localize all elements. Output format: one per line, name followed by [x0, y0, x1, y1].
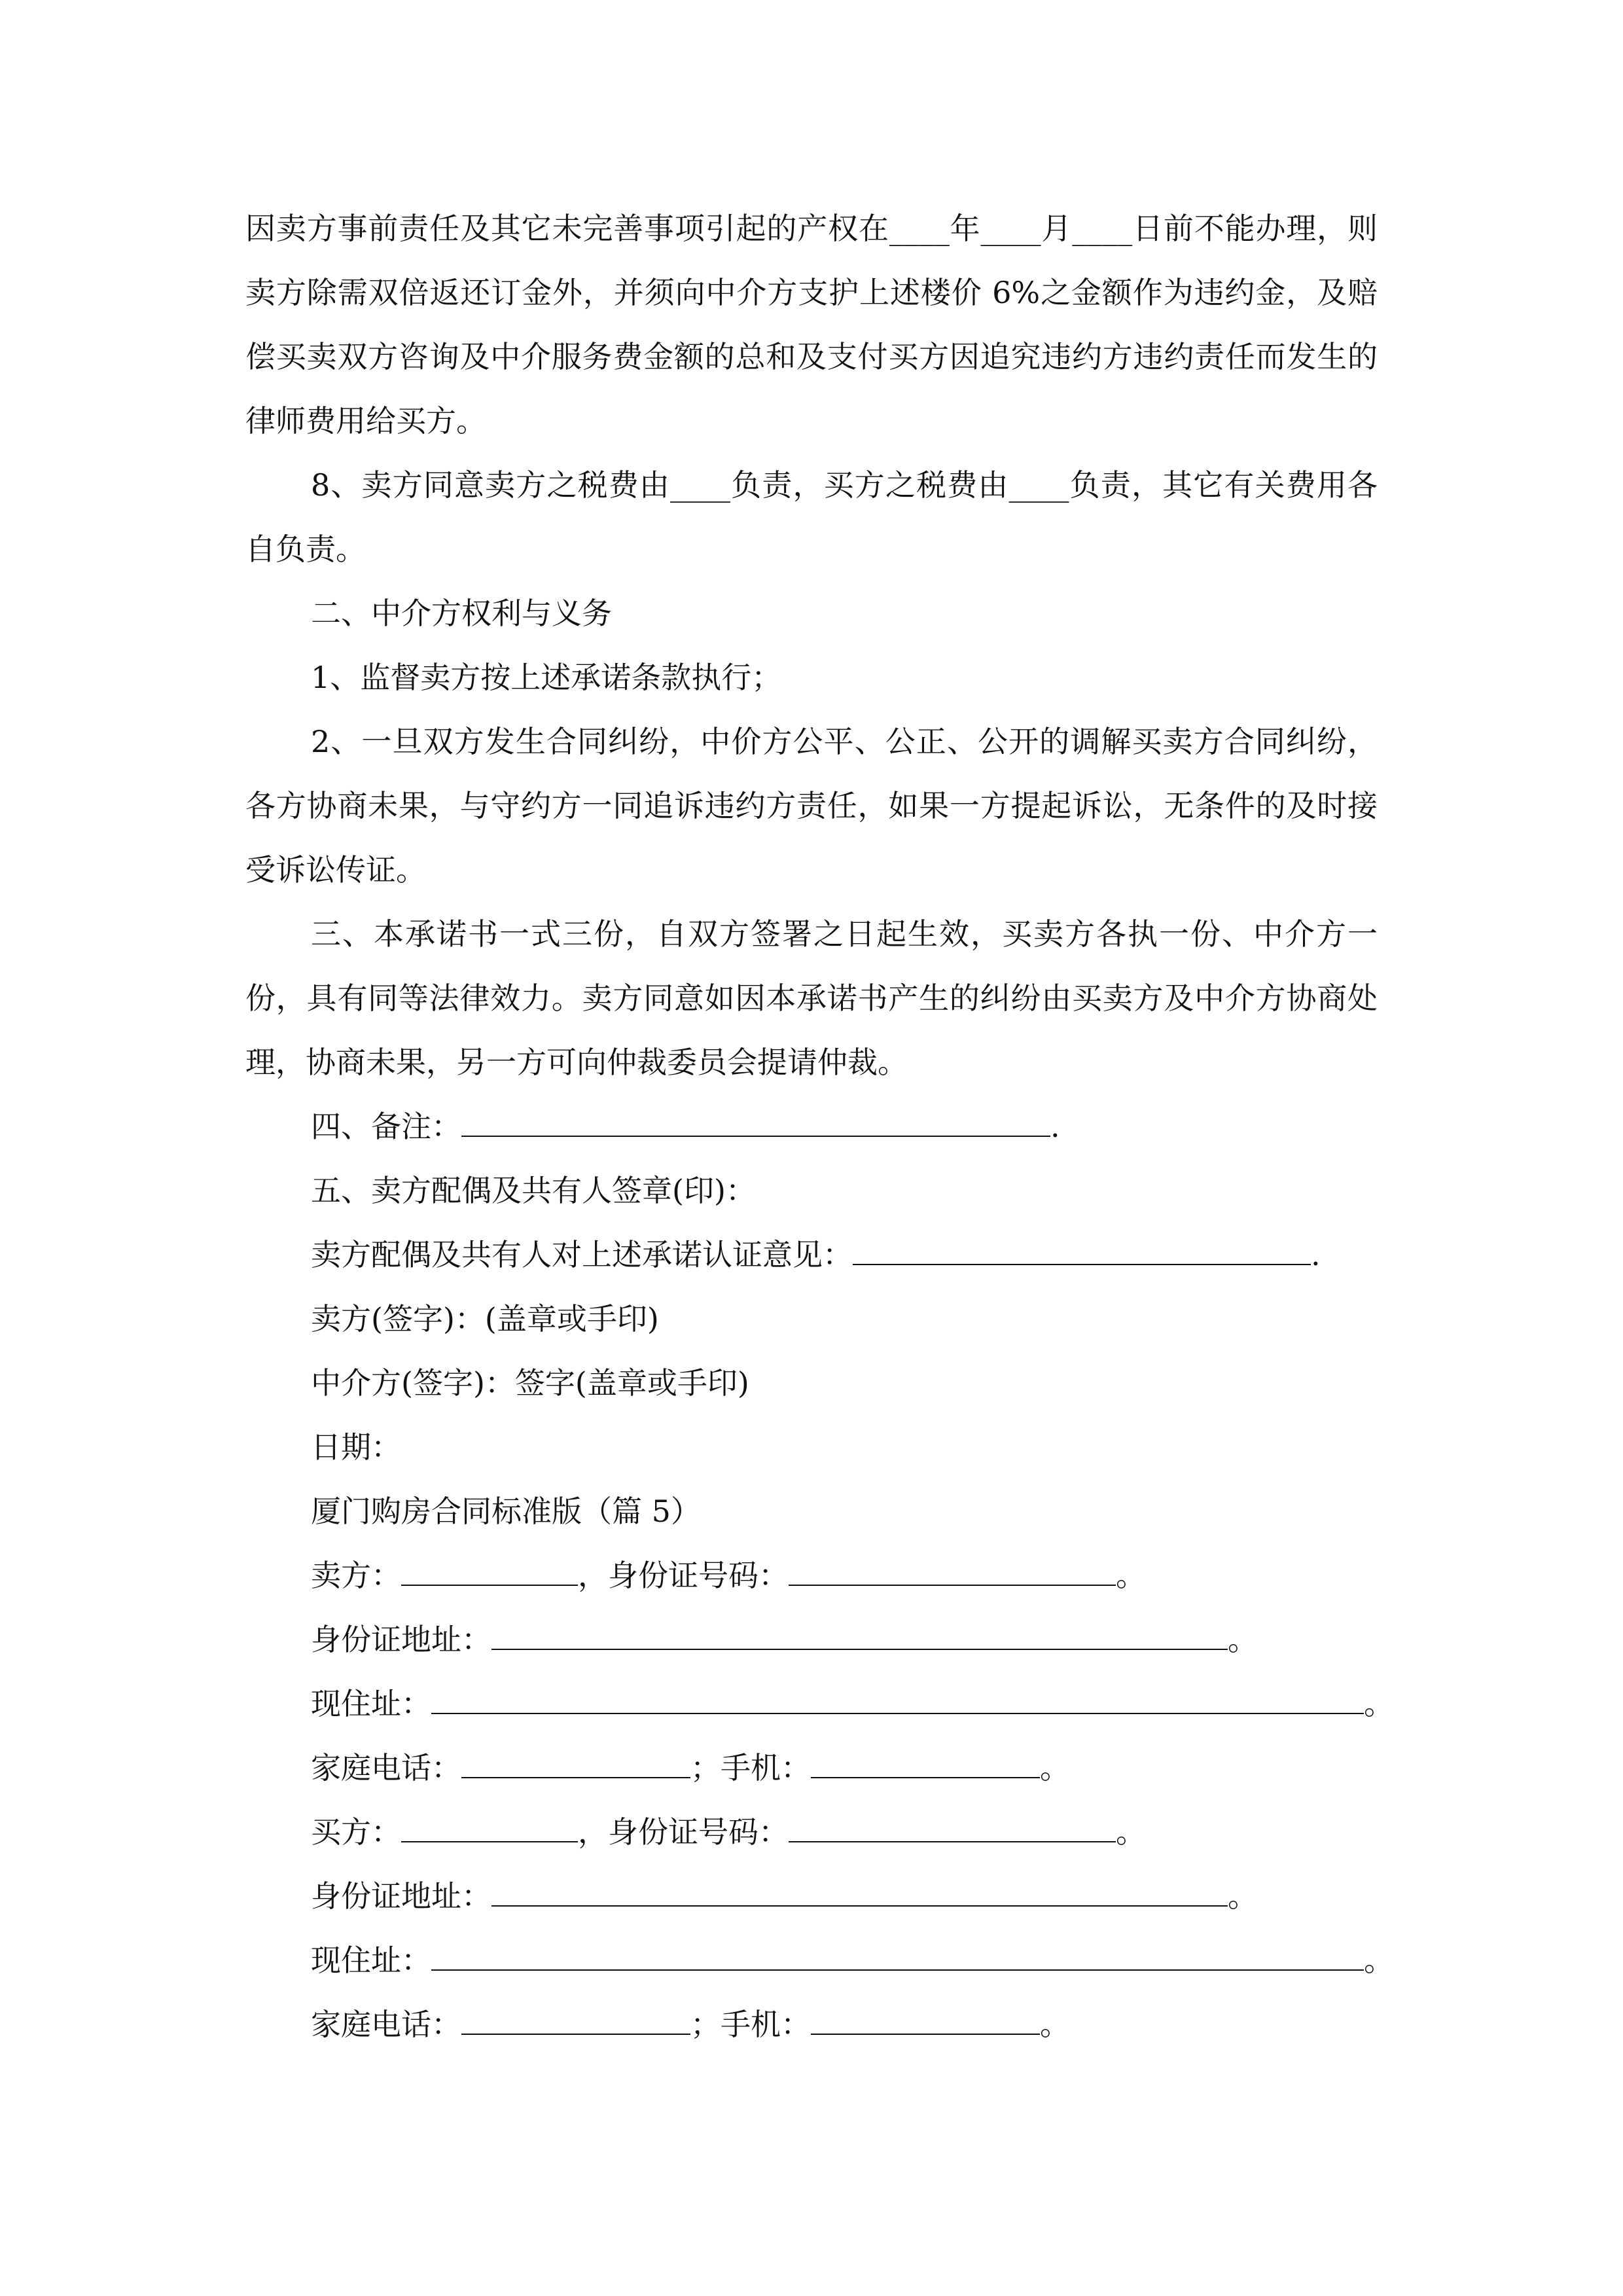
spouse-opinion-line — [245, 1223, 1378, 1287]
buyer-name-blank[interactable] — [401, 1812, 578, 1842]
buyer-current-address-line — [245, 1928, 1394, 1992]
seller-id-number-label: ，身份证号码： — [578, 1558, 789, 1593]
remarks-end-dot: . — [1050, 1109, 1060, 1144]
buyer-id-number-blank[interactable] — [789, 1812, 1116, 1842]
seller-phone-end: 。 — [1040, 1750, 1070, 1785]
seller-name-blank[interactable] — [401, 1556, 578, 1586]
seller-label: 卖方： — [311, 1558, 401, 1593]
buyer-phone-line — [245, 1992, 1378, 2056]
spouse-opinion-end-dot: . — [1311, 1237, 1321, 1272]
seller-home-phone-blank[interactable] — [461, 1748, 690, 1778]
buyer-home-phone-label: 家庭电话： — [311, 2007, 461, 2042]
spouse-opinion-blank[interactable] — [853, 1235, 1311, 1265]
seller-id-address-line — [245, 1607, 1378, 1672]
document-body — [245, 196, 1394, 2056]
paragraph-tax-fees: 8、卖方同意卖方之税费由____负责，买方之税费由____负责，其它有关费用各自负责。 — [245, 467, 1378, 567]
seller-current-address-label: 现住址： — [311, 1686, 431, 1721]
section-copies-validity: 三、本承诺书一式三份，自双方签署之日起生效，买卖方各执一份、中介方一份，具有同等法律效力。卖方同意如因本承诺书产生的纠纷由买卖方及中介方协商处理，协商未果，另一方可向仲裁委员会提请仲裁。 — [245, 916, 1378, 1080]
remarks-label: 四、备注： — [311, 1109, 461, 1144]
agent-signature-line: 中介方(签字)：签字(盖章或手印) — [311, 1365, 749, 1401]
buyer-id-address-label: 身份证地址： — [311, 1878, 491, 1914]
buyer-current-address-end: 。 — [1364, 1943, 1394, 1978]
buyer-id-address-end: 。 — [1228, 1878, 1258, 1914]
section-heading-agent-rights: 二、中介方权利与义务 — [311, 596, 612, 631]
seller-id-address-end: 。 — [1228, 1622, 1258, 1657]
seller-phone-line — [245, 1736, 1378, 1800]
seller-mobile-blank[interactable] — [811, 1748, 1040, 1778]
seller-current-address-line — [245, 1672, 1394, 1736]
seller-current-address-blank[interactable] — [431, 1684, 1364, 1714]
buyer-name-id-line — [245, 1800, 1378, 1864]
seller-home-phone-label: 家庭电话： — [311, 1750, 461, 1785]
buyer-home-phone-blank[interactable] — [461, 2005, 690, 2035]
seller-name-id-line — [245, 1543, 1378, 1607]
seller-current-address-end: 。 — [1364, 1686, 1394, 1721]
spouse-opinion-label: 卖方配偶及共有人对上述承诺认证意见： — [311, 1237, 853, 1272]
remarks-line — [245, 1094, 1378, 1158]
buyer-current-address-blank[interactable] — [431, 1941, 1364, 1971]
date-line: 日期： — [311, 1429, 401, 1465]
buyer-id-address-line — [245, 1864, 1378, 1928]
buyer-mobile-label: ；手机： — [690, 2007, 811, 2042]
buyer-label: 买方： — [311, 1814, 401, 1850]
agent-duty-item-1: 1、监督卖方按上述承诺条款执行； — [311, 660, 782, 695]
seller-id-end: 。 — [1116, 1558, 1146, 1593]
seller-id-address-blank[interactable] — [491, 1620, 1228, 1650]
seller-mobile-label: ；手机： — [690, 1750, 811, 1785]
buyer-current-address-label: 现住址： — [311, 1943, 431, 1978]
buyer-phone-end: 。 — [1040, 2007, 1070, 2042]
contract-title: 厦门购房合同标准版（篇 5） — [311, 1494, 701, 1529]
section-heading-spouse-seal: 五、卖方配偶及共有人签章(印)： — [311, 1173, 756, 1208]
buyer-mobile-blank[interactable] — [811, 2005, 1040, 2035]
remarks-blank[interactable] — [461, 1107, 1050, 1137]
buyer-id-number-label: ，身份证号码： — [578, 1814, 789, 1850]
buyer-id-end: 。 — [1116, 1814, 1146, 1850]
agent-duty-item-2: 2、一旦双方发生合同纠纷，中价方公平、公正、公开的调解买卖方合同纠纷，各方协商未果，与守约方一同追诉违约方责任，如果一方提起诉讼，无条件的及时接受诉讼传证。 — [245, 724, 1378, 888]
seller-id-number-blank[interactable] — [789, 1556, 1116, 1586]
paragraph-breach-penalty: 因卖方事前责任及其它未完善事项引起的产权在____年____月____日前不能办理，则卖方除需双倍返还订金外，并须向中介方支护上述楼价 6%之金额作为违约金，及赔偿买卖双方咨询及中介服务费金额的总和及支付买方因追究违约方违约责任而发生的律师费用给买方。 — [245, 211, 1378, 439]
buyer-id-address-blank[interactable] — [491, 1876, 1228, 1907]
seller-signature-line: 卖方(签字)：(盖章或手印) — [311, 1301, 659, 1336]
seller-id-address-label: 身份证地址： — [311, 1622, 491, 1657]
